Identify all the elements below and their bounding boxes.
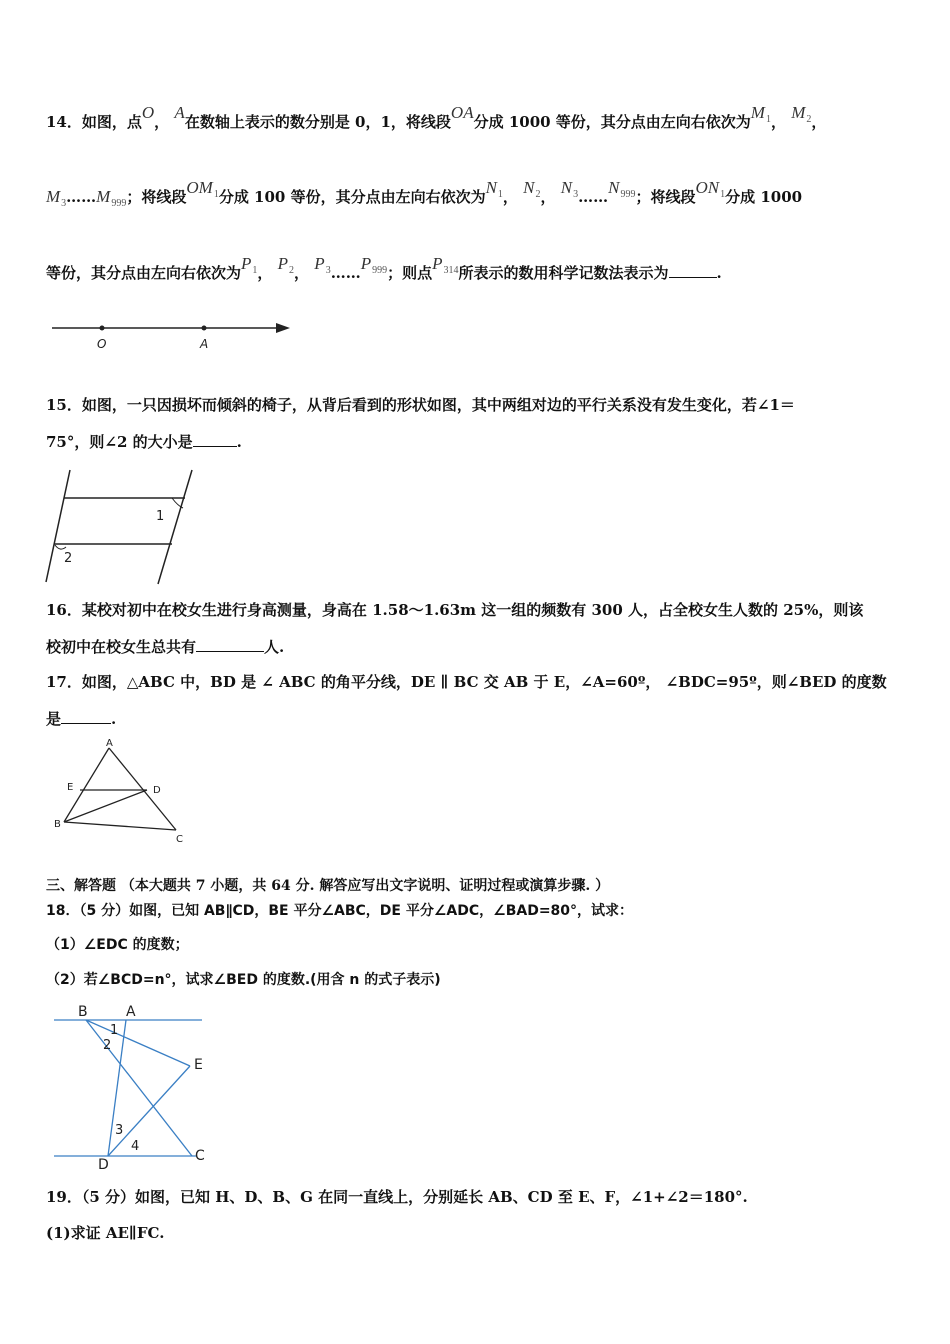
parallel-lines-figure bbox=[50, 1000, 220, 1172]
q19-part-1: (1)求证 AE∥FC. bbox=[46, 1224, 165, 1242]
label-4: 4 bbox=[131, 1139, 140, 1154]
q19-line-1: 19．（5 分）如图，已知 H、D、B、G 在同一直线上，分别延长 AB、CD 至 E、F，∠1+∠2＝180°. bbox=[46, 1188, 748, 1206]
triangle-figure bbox=[50, 736, 200, 848]
answer-blank bbox=[193, 446, 237, 447]
section-title: 三、解答题 （本大题共 7 小题，共 64 分. 解答应写出文字说明、证明过程或演算步骤. ） bbox=[46, 878, 610, 894]
math-N1: $N_1$ bbox=[485, 178, 503, 200]
answer-blank bbox=[196, 651, 264, 652]
q17-line-2: 是 . bbox=[46, 710, 117, 728]
math-OA: OA bbox=[450, 103, 474, 122]
answer-blank bbox=[61, 723, 111, 724]
math-M3: $M_3$ bbox=[46, 187, 67, 209]
label-E: E bbox=[194, 1057, 203, 1073]
label-3: 3 bbox=[115, 1123, 124, 1138]
angle-label-1: 1 bbox=[156, 509, 165, 524]
q15-line-1: 15．如图，一只因损坏而倾斜的椅子，从背后看到的形状如图，其中两组对边的平行关系没有发生变化，若∠1＝ bbox=[46, 396, 795, 414]
vertex-E: E bbox=[67, 782, 74, 793]
chair-figure bbox=[40, 466, 200, 588]
q17-line-1: 17．如图，△ABC 中，BD 是 ∠ ABC 的角平分线，DE ∥ BC 交 AB 于 E，∠A=60º， ∠BDC=95º，则∠BED 的度数 bbox=[46, 673, 887, 691]
q14-line-2: $M_3\dots\dots M_{999}$；将线段$OM_1$分成 100 等份，其分点由左向右依次为$N_1$， $N_2$， $N_3\dots\dots N_{999}$；将线段$ON_1$分成 1000 bbox=[46, 178, 803, 209]
vertex-D: D bbox=[153, 785, 161, 796]
q16-line-2: 校初中在校女生总共有 人. bbox=[46, 638, 285, 656]
math-M999: $M_{999}$ bbox=[96, 187, 127, 209]
label-2: 2 bbox=[103, 1038, 112, 1053]
math-P1: $P_1$ bbox=[241, 254, 258, 276]
label-C: C bbox=[195, 1148, 205, 1164]
math-P999: $P_{999}$ bbox=[360, 254, 388, 276]
math-M2: $M_2$ bbox=[791, 103, 812, 125]
q16-line-1: 16．某校对初中在校女生进行身高测量，身高在 1.58～1.63m 这一组的频数有 300 人，占全校女生人数的 25%，则该 bbox=[46, 601, 864, 619]
math-ON1: $ON_1$ bbox=[695, 178, 726, 200]
math-A: A bbox=[174, 103, 185, 122]
math-N3: $N_3$ bbox=[560, 178, 579, 200]
q14-line-1: 14．如图，点O， A在数轴上表示的数分别是 0，1，将线段OA分成 1000 等份，其分点由左向右依次为$M_1$， $M_2$， bbox=[46, 103, 827, 131]
q14-line-3: 等份，其分点由左向右依次为$P_1$， $P_2$， $P_3\dots\dots P_{999}$；则点$P_{314}$所表示的数用科学记数法表示为 . bbox=[46, 254, 722, 282]
q18-line-1: 18．（5 分）如图，已知 AB∥CD，BE 平分∠ABC，DE 平分∠ADC，∠BAD=80°，试求： bbox=[46, 903, 634, 919]
point-O bbox=[100, 326, 105, 331]
math-M1: $M_1$ bbox=[750, 103, 771, 125]
q18-part-1: （1）∠EDC 的度数； bbox=[46, 937, 189, 953]
answer-blank bbox=[669, 277, 717, 278]
label-A: A bbox=[126, 1004, 136, 1020]
label-D: D bbox=[98, 1157, 109, 1173]
q18-part-2: （2）若∠BCD=n°，试求∠BED 的度数.(用含 n 的式子表示) bbox=[46, 972, 441, 988]
math-P3: $P_3$ bbox=[314, 254, 331, 276]
vertex-A: A bbox=[106, 738, 113, 749]
point-A bbox=[202, 326, 207, 331]
label-A: A bbox=[200, 337, 209, 351]
math-OM1: $OM_1$ bbox=[186, 178, 219, 200]
number-line-figure bbox=[46, 316, 296, 356]
math-P314: $P_{314}$ bbox=[432, 254, 459, 276]
math-P2: $P_2$ bbox=[277, 254, 295, 276]
q15-line-2: 75°，则∠2 的大小是 . bbox=[46, 433, 242, 451]
math-N999: $N_{999}$ bbox=[608, 178, 636, 200]
label-O: O bbox=[97, 337, 107, 351]
math-O: O bbox=[141, 103, 155, 122]
math-N2: $N_2$ bbox=[523, 178, 541, 200]
angle-label-2: 2 bbox=[64, 551, 73, 566]
label-B: B bbox=[78, 1004, 88, 1020]
vertex-C: C bbox=[176, 834, 183, 845]
label-1: 1 bbox=[110, 1023, 119, 1038]
vertex-B: B bbox=[54, 819, 61, 830]
